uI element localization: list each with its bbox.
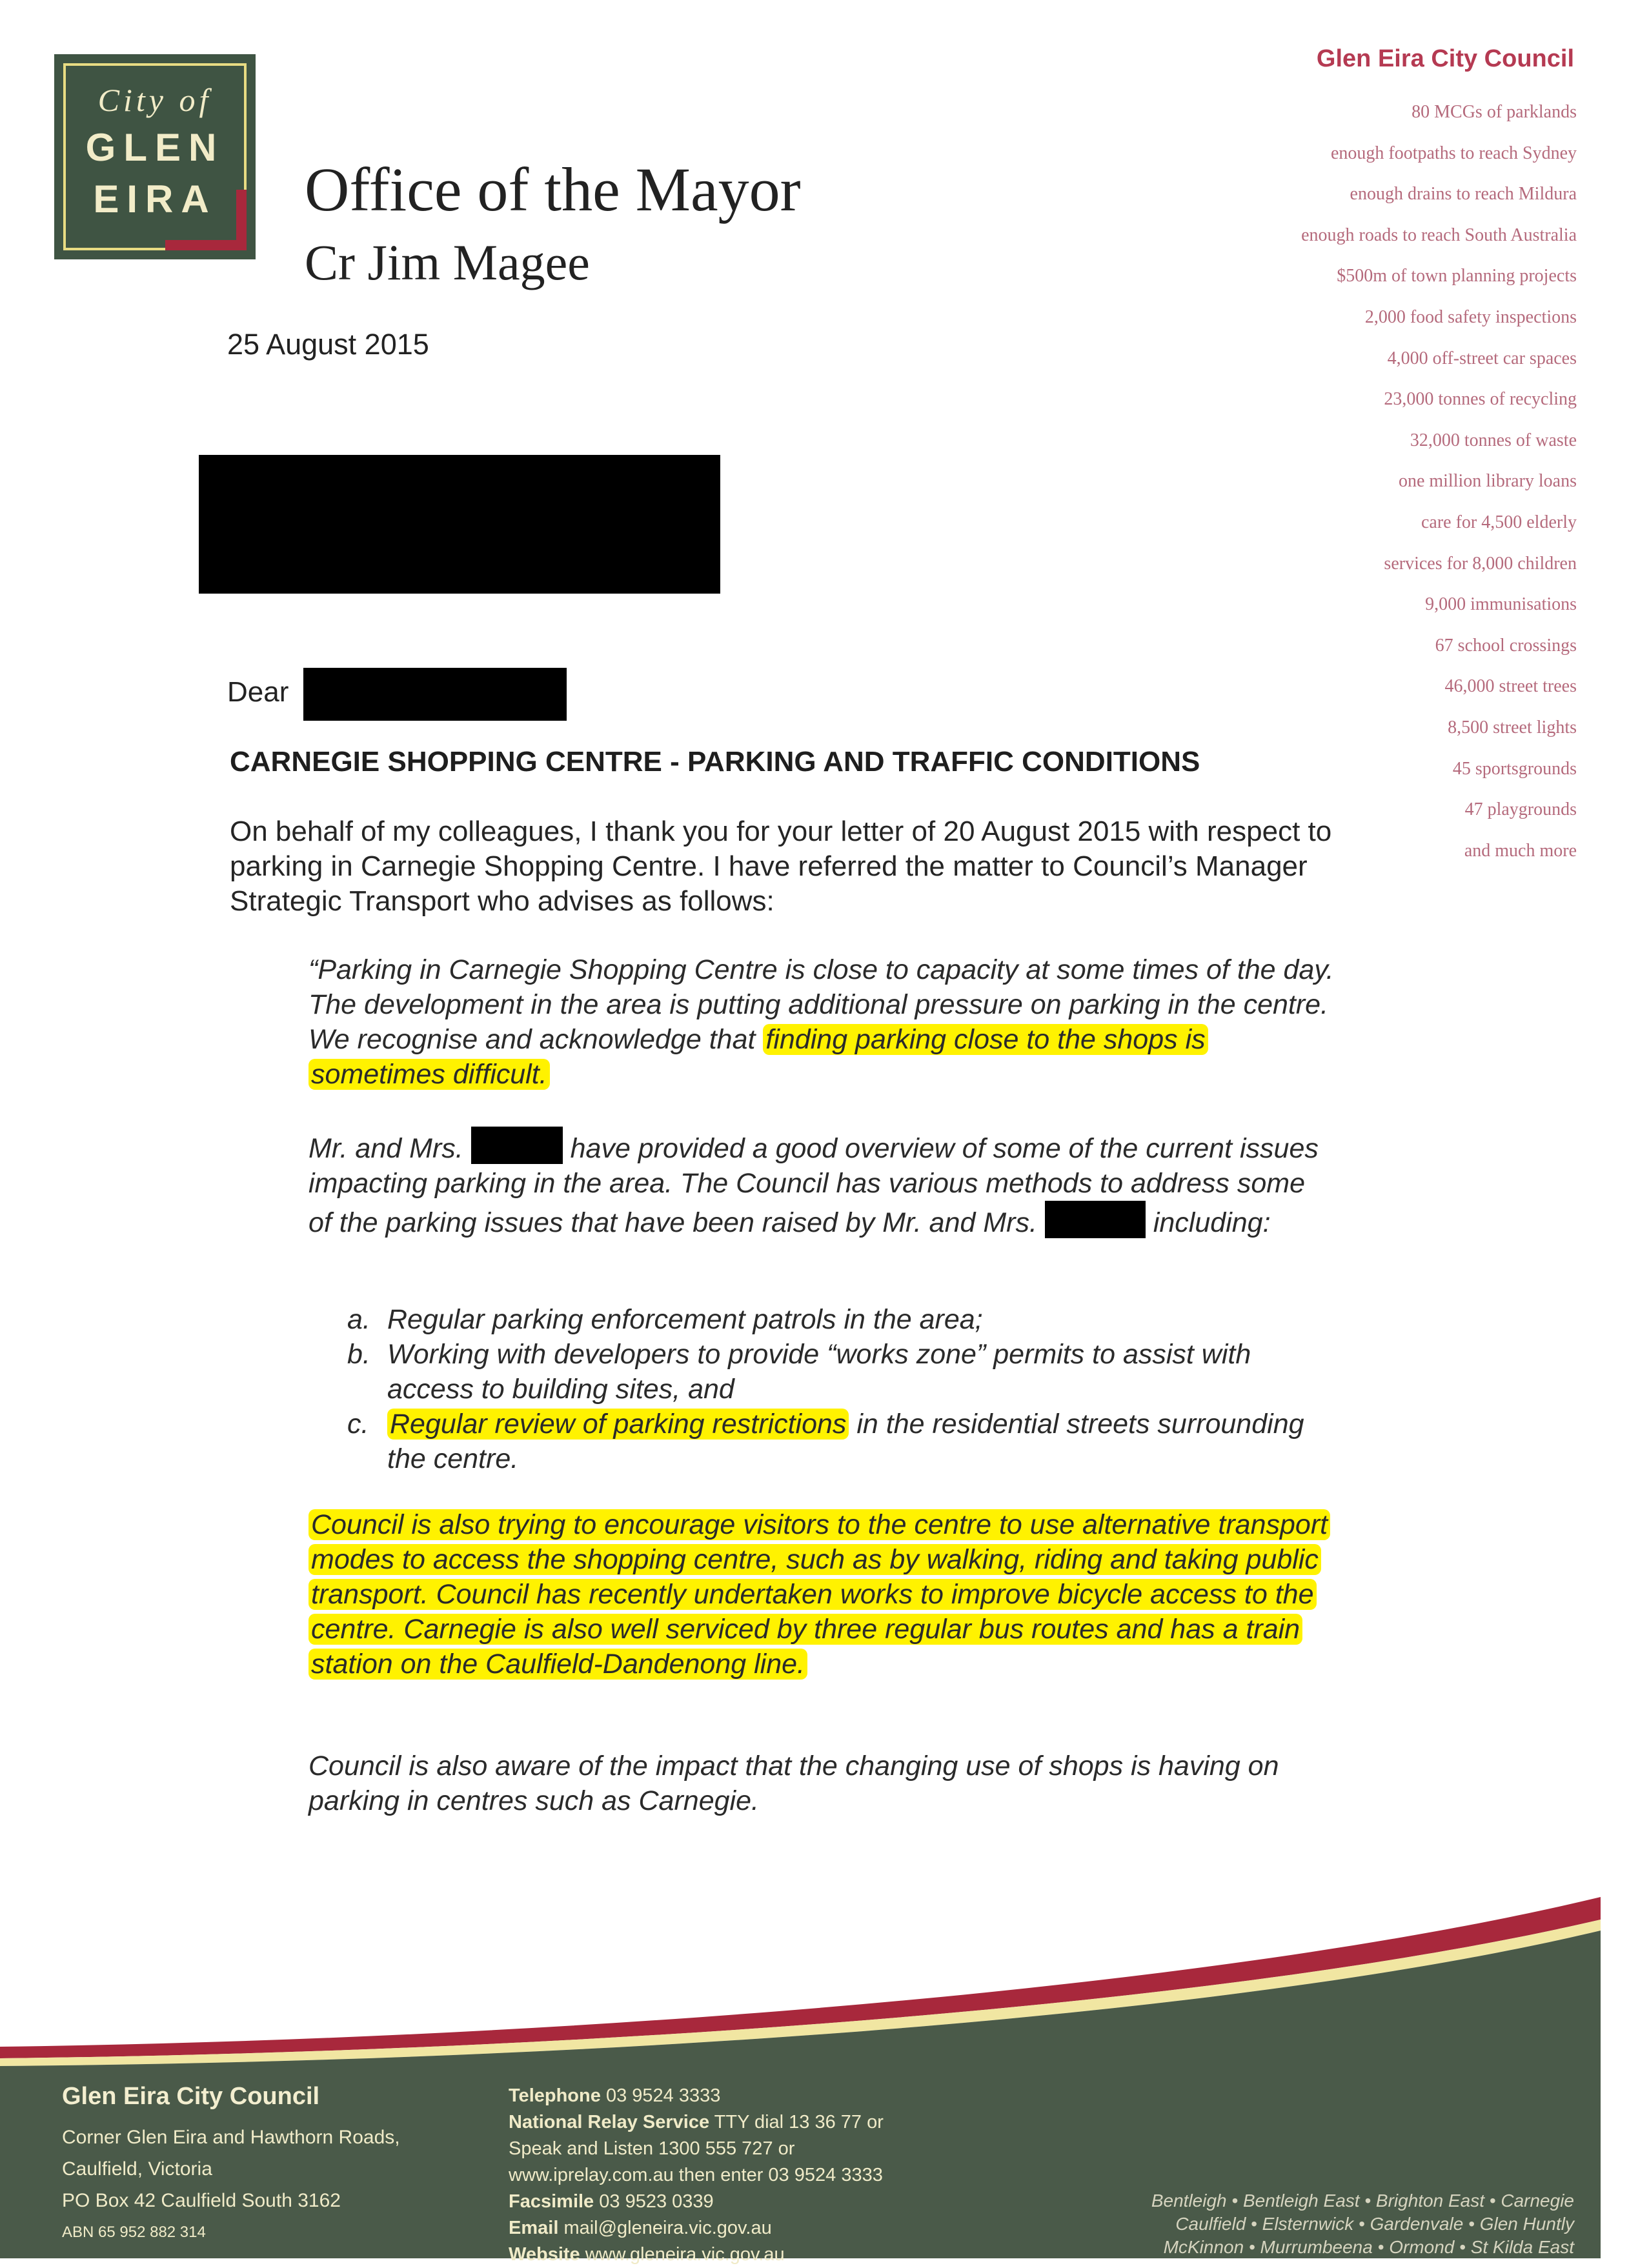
footer-suburbs-line: Bentleigh • Bentleigh East • Brighton East • Carnegie xyxy=(1151,2191,1574,2211)
logo-text-city-of: City of xyxy=(97,82,212,118)
logo-text-glen: GLEN xyxy=(85,126,225,169)
list-item xyxy=(347,1337,1335,1407)
list-marker: b. xyxy=(347,1339,370,1370)
office-title: Office of the Mayor xyxy=(305,155,801,224)
fact-item: 32,000 tonnes of waste xyxy=(1410,430,1577,450)
footer-address-line: PO Box 42 Caulfield South 3162 xyxy=(62,2190,341,2211)
list-marker: c. xyxy=(347,1409,369,1440)
fact-item: enough footpaths to reach Sydney xyxy=(1330,143,1577,163)
fact-item: and much more xyxy=(1464,840,1577,861)
footer-email xyxy=(509,2215,884,2242)
highlighted-text: Council is also trying to encourage visitors to the centre to use alternative transport modes to access the shopping centre, such as by walking, riding and taking public transport. Council has recently undertaken works to improve bicycle access to the centre. Carnegie is also well serviced by three regular bus routes and has a train station on the Caulfield-Dandenong line. xyxy=(309,1509,1330,1680)
quote-paragraph-4: Council is also aware of the impact that the changing use of shops is having on parking in centres such as Carnegie. xyxy=(309,1751,1279,1816)
fact-item: $500m of town planning projects xyxy=(1337,266,1577,286)
footer-website-label: Website xyxy=(509,2244,580,2265)
highlighted-text: finding parking close to the shops is sometimes difficult. xyxy=(309,1024,1208,1090)
quote-2-body: have provided a good overview of some of the current issues impacting parking in the area. The Council has various methods to address some of the parking issues that have been raised by Mr. and Mrs. xyxy=(309,1133,1319,1238)
quote-2-tail: including: xyxy=(1145,1207,1271,1238)
footer-facsimile-value: 03 9523 0339 xyxy=(599,2191,714,2212)
logo-text-eira: EIRA xyxy=(93,177,217,221)
fact-item: 45 sportsgrounds xyxy=(1452,758,1577,779)
intro-paragraph: On behalf of my colleagues, I thank you for your letter of 20 August 2015 with respect to parking in Carnegie Shopping Centre. I have referred the matter to Council’s Manager Strategic Transport who advises as follows: xyxy=(230,816,1332,917)
fact-item: enough roads to reach South Australia xyxy=(1301,225,1577,245)
footer-relay xyxy=(509,2109,884,2136)
list-item xyxy=(347,1302,1335,1337)
fact-item: 9,000 immunisations xyxy=(1425,594,1577,615)
footer-abn: ABN 65 952 882 314 xyxy=(62,2223,206,2241)
fact-item: 47 playgrounds xyxy=(1464,799,1577,820)
mayor-name: Cr Jim Magee xyxy=(305,234,590,290)
council-facts-list xyxy=(1301,92,1577,871)
footer-facsimile-label: Facsimile xyxy=(509,2191,594,2212)
fact-item: 80 MCGs of parklands xyxy=(1411,102,1577,122)
footer-suburbs-line: McKinnon • Murrumbeena • Ormond • St Kilda East xyxy=(1163,2237,1574,2257)
list-item-text: Working with developers to provide “works zone” permits to assist with access to building sites, and xyxy=(387,1339,1251,1405)
redacted-address-block xyxy=(199,455,720,594)
list-marker: a. xyxy=(347,1304,370,1335)
footer-facsimile xyxy=(509,2189,884,2215)
quote-paragraph-3 xyxy=(309,1507,1335,1681)
redacted-recipient-name xyxy=(303,668,567,721)
footer-website-link[interactable]: www.gleneira.vic.gov.au xyxy=(585,2244,785,2265)
footer-telephone xyxy=(509,2083,884,2109)
fact-item: 67 school crossings xyxy=(1435,635,1577,656)
redacted-surname xyxy=(1045,1201,1146,1238)
footer-contact xyxy=(509,2083,884,2268)
footer-relay-line: Speak and Listen 1300 555 727 or xyxy=(509,2138,795,2159)
fact-item: one million library loans xyxy=(1398,471,1577,492)
redacted-surname xyxy=(471,1127,563,1164)
quote-paragraph-1 xyxy=(309,952,1335,1092)
footer-address-line: Corner Glen Eira and Hawthorn Roads, xyxy=(62,2127,400,2148)
footer-relay-link[interactable]: www.iprelay.com.au then enter 03 9524 3333 xyxy=(509,2165,883,2185)
footer-relay-label: National Relay Service xyxy=(509,2112,710,2133)
footer-email-label: Email xyxy=(509,2218,559,2238)
fact-item: care for 4,500 elderly xyxy=(1421,512,1577,532)
fact-item: 46,000 street trees xyxy=(1444,676,1577,697)
salutation xyxy=(227,676,288,708)
letter-subject: CARNEGIE SHOPPING CENTRE - PARKING AND TRAFFIC CONDITIONS xyxy=(230,746,1200,778)
footer-suburbs-line: Caulfield • Elsternwick • Gardenvale • Glen Huntly xyxy=(1175,2214,1574,2234)
footer-email-link[interactable]: mail@gleneira.vic.gov.au xyxy=(563,2218,772,2238)
fact-item: 23,000 tonnes of recycling xyxy=(1384,389,1577,410)
footer-address xyxy=(62,2122,400,2248)
list-item-text: in the residential streets surrounding the centre. xyxy=(387,1409,1304,1474)
fact-item: 8,500 street lights xyxy=(1448,717,1577,738)
footer-telephone-label: Telephone xyxy=(509,2085,601,2106)
footer-website xyxy=(509,2242,884,2268)
quote-2-lead: Mr. and Mrs. xyxy=(309,1133,471,1164)
footer-address-line: Caulfield, Victoria xyxy=(62,2158,212,2180)
footer-telephone-value: 03 9524 3333 xyxy=(605,2085,721,2106)
fact-item: enough drains to reach Mildura xyxy=(1350,184,1577,205)
fact-item: 4,000 off-street car spaces xyxy=(1387,348,1577,368)
footer-council-name: Glen Eira City Council xyxy=(62,2083,320,2110)
list-item xyxy=(347,1407,1335,1476)
salutation-text: Dear xyxy=(227,676,289,708)
quote-paragraph-2 xyxy=(309,1127,1335,1240)
fact-item: services for 8,000 children xyxy=(1384,553,1577,574)
fact-item: 2,000 food safety inspections xyxy=(1364,306,1577,327)
letter-date: 25 August 2015 xyxy=(227,328,429,361)
council-logo xyxy=(54,54,256,259)
footer-relay-line: TTY dial 13 36 77 or xyxy=(714,2112,884,2133)
methods-list xyxy=(347,1302,1335,1476)
highlighted-text: Regular review of parking restrictions xyxy=(387,1409,849,1440)
list-item-text: Regular parking enforcement patrols in the area; xyxy=(387,1304,983,1335)
quote-1-text: “Parking in Carnegie Shopping Centre is close to capacity at some times of the day. The development in the area is putting additional pressure on parking in the centre. We recognise and acknowledge that xyxy=(309,954,1334,1055)
sidebar-council-name: Glen Eira City Council xyxy=(1316,45,1574,72)
footer-suburbs xyxy=(1151,2189,1574,2259)
